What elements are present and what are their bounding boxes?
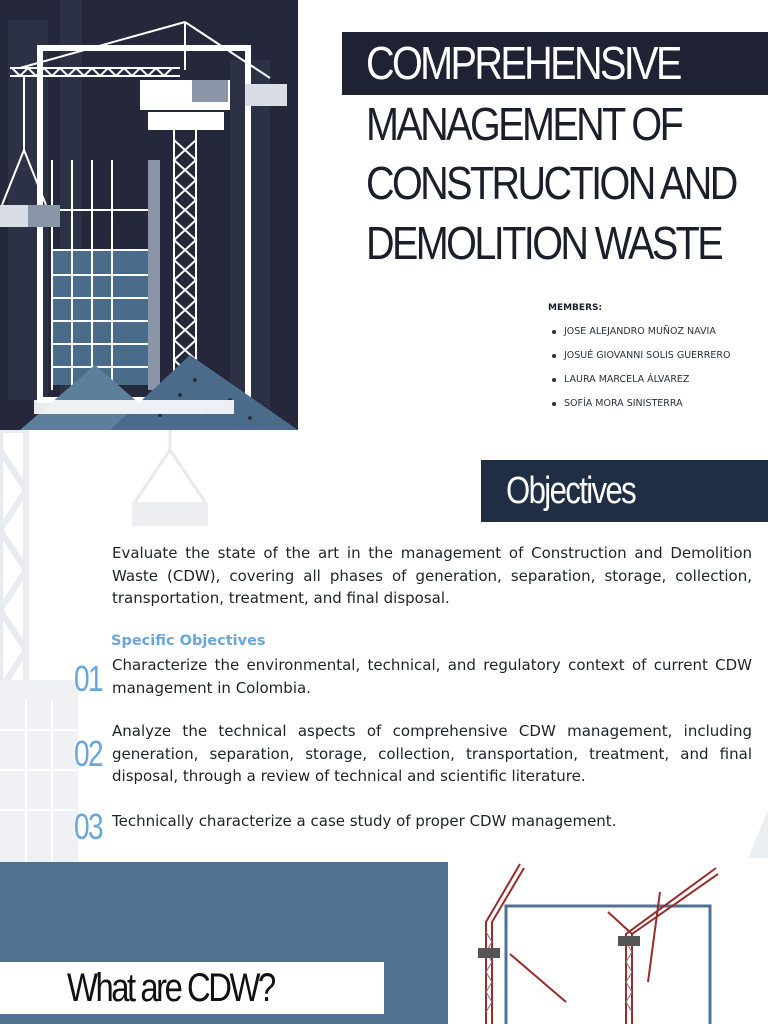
decorative-corner-shape: [744, 800, 768, 860]
title-line-4: DEMOLITION WASTE: [366, 217, 722, 269]
objective-number: 01: [74, 658, 103, 699]
member-name: JOSE ALEJANDRO MUÑOZ NAVIA: [548, 321, 730, 345]
crane-outline-icon: [0, 430, 260, 870]
background-crane-graphic: [0, 430, 260, 870]
construction-crane-icon: [0, 0, 298, 430]
specific-objective-text: Technically characterize a case study of proper CDW management.: [112, 812, 617, 830]
general-objective-text: Evaluate the state of the art in the management of Construction and Demolition Waste (CDW), covering all phases of generation, separation, storage, collection, transportation, treatment, and final disposal.: [112, 544, 752, 607]
specific-objective-text: Analyze the technical aspects of comprehensive CDW management, including generation, separation, storage, collection, transportation, treatment, and final disposal, through a review of technical and scientific literature.: [112, 722, 752, 785]
construction-illustration: [0, 0, 298, 430]
member-name: SOFÍA MORA SINISTERRA: [548, 393, 730, 417]
members-label: MEMBERS:: [548, 303, 603, 313]
triangle-icon: [744, 800, 768, 860]
members-list: [548, 321, 730, 417]
member-name: JOSUÉ GIOVANNI SOLIS GUERRERO: [548, 345, 730, 369]
member-name: LAURA MARCELA ÁLVAREZ: [548, 369, 730, 393]
specific-objective-text: Characterize the environmental, technical, and regulatory context of current CDW management in Colombia.: [112, 656, 752, 697]
specific-objectives-label: Specific Objectives: [111, 633, 266, 649]
title-line-1: COMPREHENSIVE: [366, 37, 680, 89]
what-are-cdw-heading: What are CDW?: [67, 966, 274, 1010]
objective-number: 03: [74, 806, 103, 847]
tower-cranes-icon: [448, 862, 768, 1024]
objective-number: 02: [74, 733, 103, 774]
objectives-heading: Objectives: [506, 470, 636, 512]
title-line-2: MANAGEMENT OF: [366, 98, 682, 150]
cranes-photo: [448, 862, 768, 1024]
title-line-3: CONSTRUCTION AND: [366, 157, 736, 209]
